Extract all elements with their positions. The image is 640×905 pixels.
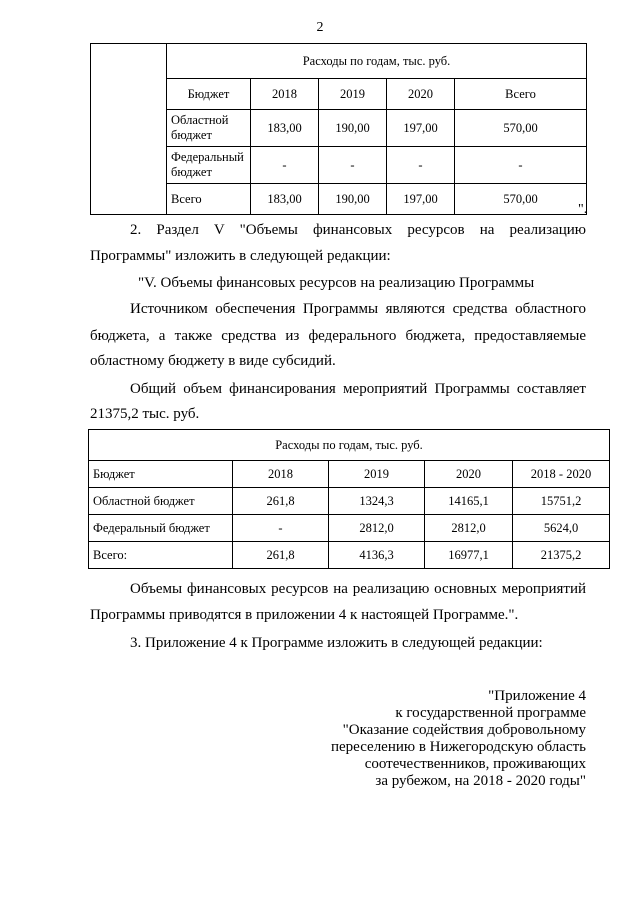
- appendix-line: за рубежом, на 2018 - 2020 годы": [375, 773, 586, 789]
- table-row: [89, 542, 610, 569]
- table2-cell: 14165,1: [425, 488, 513, 515]
- appendix-line: соотечественников, проживающих: [364, 756, 586, 772]
- table1-cell: 190,00: [319, 110, 387, 147]
- table1-cell: 197,00: [387, 110, 455, 147]
- table1-col-header: 2019: [319, 79, 387, 110]
- table2-col-header: 2019: [329, 461, 425, 488]
- total-line-1: Общий объем финансирования мероприятий Программы составляет: [130, 381, 586, 397]
- paragraph-2-line-1: 2. Раздел V "Объемы финансовых ресурсов на реализацию: [130, 222, 586, 238]
- table2-header-span: Расходы по годам, тыс. руб.: [89, 430, 610, 461]
- table1-col-header: Всего: [455, 79, 587, 110]
- empty-left-cell: [91, 44, 167, 215]
- section-title: "V. Объемы финансовых ресурсов на реализацию Программы: [138, 275, 535, 291]
- table2-col-header: 2018: [233, 461, 329, 488]
- table2-col-header: 2018 - 2020: [513, 461, 610, 488]
- total-line-2: 21375,2 тыс. руб.: [90, 406, 200, 422]
- table1-row-label: Федеральный бюджет: [167, 147, 251, 184]
- table2-cell: 2812,0: [329, 515, 425, 542]
- table1-row-label: Всего: [167, 184, 251, 215]
- table2-cell: 1324,3: [329, 488, 425, 515]
- table2-row-label: Областной бюджет: [89, 488, 233, 515]
- appendix-line: "Приложение 4: [488, 688, 586, 704]
- volumes-line-2: Программы приводятся в приложении 4 к настоящей Программе.".: [90, 607, 519, 623]
- table2-col-header: Бюджет: [89, 461, 233, 488]
- financing-table: [88, 429, 610, 569]
- table2-row-label: Федеральный бюджет: [89, 515, 233, 542]
- table1-col-header: 2018: [251, 79, 319, 110]
- table1-cell: -: [319, 147, 387, 184]
- appendix-line: переселению в Нижегородскую область: [330, 739, 586, 755]
- sources-line-3: областному бюджету в виде субсидий.: [90, 353, 336, 369]
- table2-cell: -: [233, 515, 329, 542]
- table2-cell: 261,8: [233, 488, 329, 515]
- table-row: [89, 515, 610, 542]
- table1-cell: 183,00: [251, 110, 319, 147]
- paragraph-2-line-2: Программы" изложить в следующей редакции:: [90, 248, 391, 264]
- table1-row-label: Областной бюджет: [167, 110, 251, 147]
- table1-cell: 197,00: [387, 184, 455, 215]
- table1-cell: -: [387, 147, 455, 184]
- appendix-heading: [331, 688, 586, 790]
- table2-cell: 16977,1: [425, 542, 513, 569]
- table2-row-label: Всего:: [89, 542, 233, 569]
- paragraph-3: 3. Приложение 4 к Программе изложить в следующей редакции:: [130, 635, 543, 651]
- table2-cell: 5624,0: [513, 515, 610, 542]
- table2-col-header: 2020: [425, 461, 513, 488]
- page-number: 2: [316, 20, 324, 35]
- table1-cell: 570,00: [455, 110, 587, 147]
- appendix-line: "Оказание содействия добровольному: [342, 722, 586, 738]
- table1-header-span: Расходы по годам, тыс. руб.: [167, 44, 587, 79]
- table1-col-header: 2020: [387, 79, 455, 110]
- volumes-line-1: Объемы финансовых ресурсов на реализацию основных мероприятий: [130, 581, 586, 597]
- table2-cell: 4136,3: [329, 542, 425, 569]
- sources-line-1: Источником обеспечения Программы являются средства областного: [130, 301, 586, 317]
- table2-cell: 2812,0: [425, 515, 513, 542]
- table1-cell: 570,00: [455, 184, 587, 215]
- appendix-line: к государственной программе: [395, 705, 586, 721]
- table1-cell: 190,00: [319, 184, 387, 215]
- budget-table-continued: [90, 43, 587, 215]
- table1-closing-mark: ".: [578, 202, 588, 217]
- table2-cell: 261,8: [233, 542, 329, 569]
- table1-cell: 183,00: [251, 184, 319, 215]
- table1-cell: -: [455, 147, 587, 184]
- table1-cell: -: [251, 147, 319, 184]
- table-row: [89, 488, 610, 515]
- table2-cell: 15751,2: [513, 488, 610, 515]
- table2-cell: 21375,2: [513, 542, 610, 569]
- sources-line-2: бюджета, а также средства из федерального бюджета, предоставляемые: [90, 328, 586, 344]
- table1-col-header: Бюджет: [167, 79, 251, 110]
